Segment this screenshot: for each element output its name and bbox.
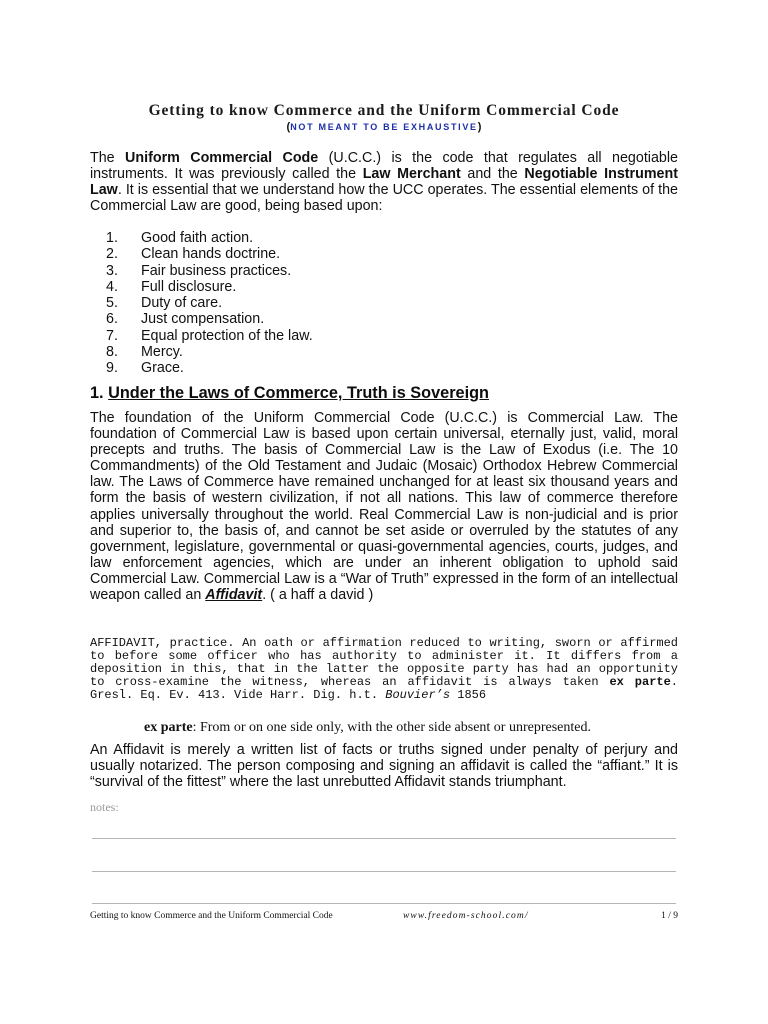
foundation-text: The foundation of the Uniform Commercial Code (U.C.C.) is Commercial Law. The foundation of Commercial Law is based upon certain universal, eternally just, valid, moral precepts and truths. The basis of Commercial Law is the Law of Exodus (i.e. The 10 Commandments) of the Old Testament and Judaic (Mosaic) Orthodox Hebrew Commercial law. The Laws of Commerce have remained unchanged for at least six thousand years and form the basis of western civilization, if not all nations. This law of commerce therefore applies universally throughout the world. Real Commercial Law is non-judicial and is prior and superior to, the basis of, and cannot be set aside or overruled by the statutes of any government, legislature, governmental or quasi-governmental agencies, courts, judges, and law enforcement agencies, which are under an inherent obligation to uphold said Commercial Law. Commercial Law is a “War of Truth” expressed in the form of an intellectual weapon called an [90, 410, 678, 604]
list-item-text: Fair business practices. [141, 262, 292, 279]
list-item-number: 5. [106, 295, 118, 312]
term-affidavit: Affidavit [205, 587, 263, 604]
definition-year: 1856 [450, 688, 487, 703]
list-item-number: 1. [106, 230, 118, 246]
list-item-text: Good faith action. [141, 230, 254, 246]
footer-url: www.freedom-school.com/ [403, 911, 529, 921]
affidavit-paragraph: An Affidavit is merely a written list of facts or truths signed under penalty of perjury and usually notarized. The person composing and signing an affidavit is called the “affiant.” It is “survival of the fittest” where the last unrebutted Affidavit stands triumphant. [90, 742, 678, 791]
intro-paragraph [90, 150, 678, 214]
list-item-text: Just compensation. [141, 311, 265, 328]
list-item [106, 328, 313, 344]
list-item [106, 263, 313, 279]
ex-parte-text: : From or on one side only, with the other side absent or unrepresented. [192, 720, 591, 735]
definition-text: AFFIDAVIT, practice. An oath or affirmation reduced to writing, sworn or affirmed to before some officer who has authority to administer it. It differs from a deposition in this, that in the latter the opposite party has had an opportunity to cross-examine the witness, whereas an affidavit is always taken [90, 636, 678, 690]
intro-text: The [90, 150, 126, 166]
subtitle-open-paren: ( [286, 121, 291, 133]
definition-source: Bouvier’s [385, 688, 451, 703]
definition-text: . Gresl. Eq. Ev. 413. Vide Harr. Dig. h.t. [90, 675, 678, 703]
essential-elements-list [106, 230, 313, 377]
list-item [106, 279, 313, 295]
notes-line [92, 838, 676, 839]
notes-line [92, 903, 676, 904]
list-item [106, 360, 313, 376]
affidavit-definition [90, 637, 678, 702]
notes-label: notes: [90, 800, 119, 814]
subtitle-close-paren: ) [477, 121, 482, 133]
term-law-merchant: Law Merchant [362, 166, 461, 183]
footer-page-number: 1 / 9 [661, 911, 678, 921]
list-item [106, 230, 313, 246]
list-item-number: 4. [106, 278, 118, 295]
section-heading-text: Under the Laws of Commerce, Truth is Sovereign [108, 384, 489, 402]
list-item-number: 9. [106, 360, 118, 377]
list-item-number: 3. [106, 262, 118, 279]
list-item-number: 2. [106, 246, 118, 263]
list-item-text: Duty of care. [141, 295, 223, 312]
ex-parte-definition [144, 720, 591, 736]
list-item-number: 7. [106, 327, 118, 344]
section-heading [90, 383, 489, 403]
foundation-text-end: . ( a haff a david ) [262, 587, 374, 604]
page-subtitle [0, 121, 768, 134]
footer-title: Getting to know Commerce and the Uniform Commercial Code [90, 911, 333, 921]
title-block [0, 101, 768, 134]
list-item-text: Clean hands doctrine. [141, 246, 281, 263]
list-item-text: Grace. [141, 360, 184, 377]
list-item [106, 311, 313, 327]
term-uniform-commercial-code: Uniform Commercial Code [125, 150, 319, 166]
subtitle-text: NOT MEANT TO BE EXHAUSTIVE [290, 122, 478, 132]
page-footer [90, 911, 678, 925]
foundation-paragraph [90, 410, 678, 603]
intro-text: . It is essential that we understand how the UCC operates. The essential elements of the Commercial Law are good, being based upon: [90, 182, 678, 215]
section-number: 1. [90, 384, 109, 402]
list-item-number: 8. [106, 344, 118, 361]
list-item-text: Mercy. [141, 344, 183, 361]
definition-term-ex-parte: ex parte [609, 675, 671, 690]
page-title: Getting to know Commerce and the Uniform Commercial Code [148, 102, 620, 119]
list-item [106, 344, 313, 360]
list-item [106, 295, 313, 311]
ex-parte-term: ex parte [144, 720, 193, 735]
notes-line [92, 871, 676, 872]
term-negotiable-instrument-law: Negotiable Instrument Law [90, 166, 678, 199]
list-item-number: 6. [106, 311, 118, 328]
intro-text: (U.C.C.) is the code that regulates all negotiable instruments. It was previously called the [90, 150, 678, 183]
list-item-text: Equal protection of the law. [141, 327, 313, 344]
list-item-text: Full disclosure. [141, 278, 237, 295]
intro-text: and the [460, 166, 525, 183]
list-item [106, 246, 313, 262]
